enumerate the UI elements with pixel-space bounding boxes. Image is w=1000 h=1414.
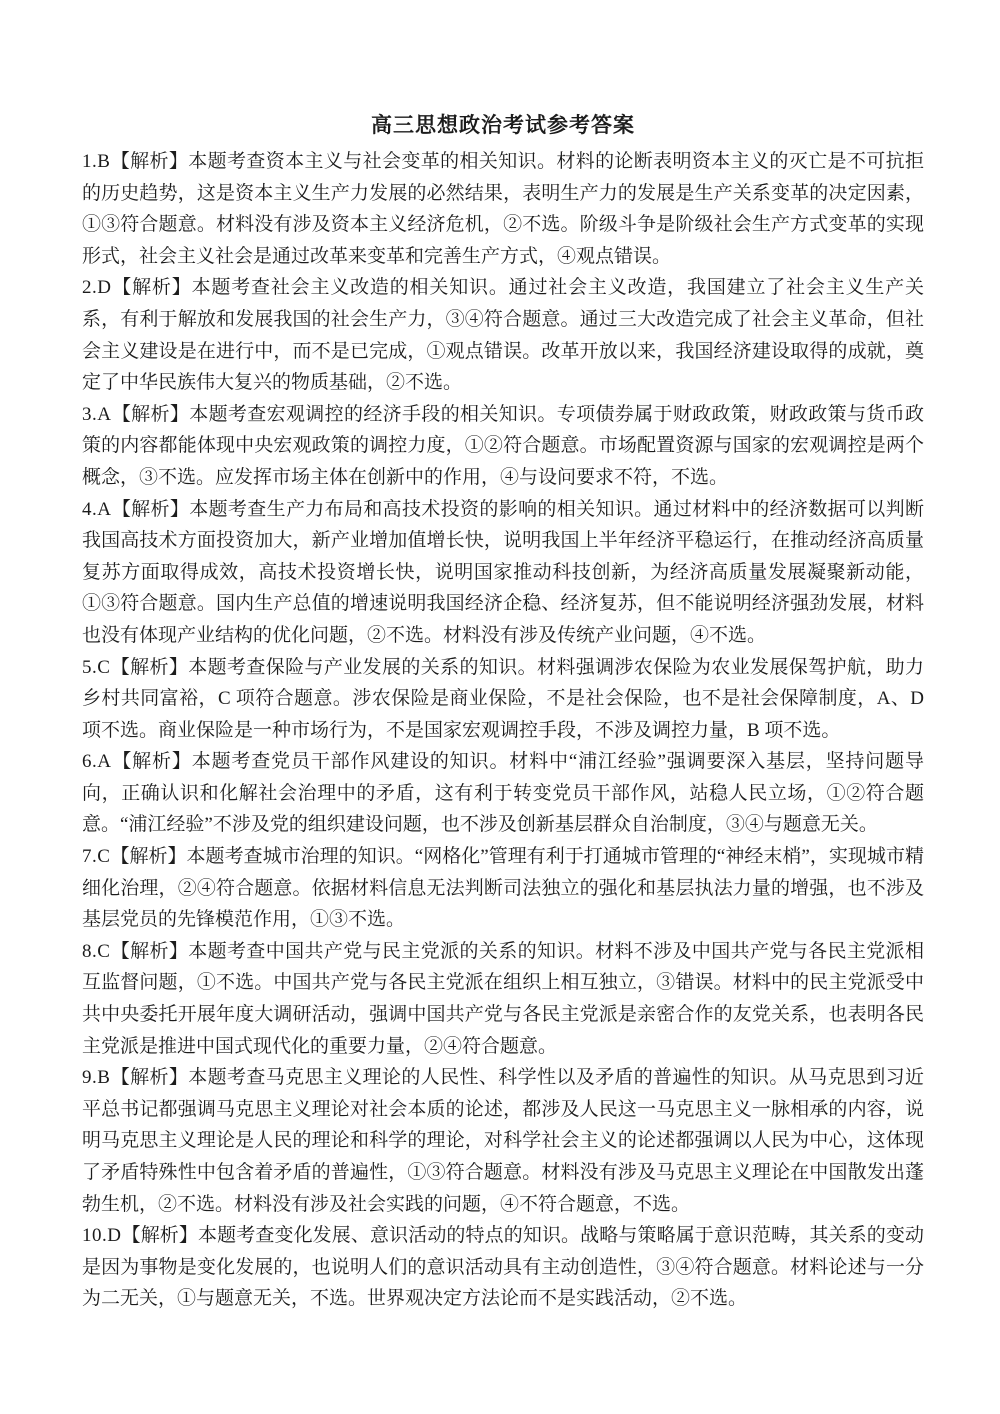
analysis-text: 本题考查生产力布局和高技术投资的影响的相关知识。通过材料中的经济数据可以判断我国高技术方面投资加大，新产业增加值增长快，说明我国上半年经济平稳运行，在推动经济高质量复苏方面取得成效，高技术投资增长快，说明国家推动科技创新，为经济高质量发展凝聚新动能，①③符合题意。国内生产总值的增速说明我国经济企稳、经济复苏，但不能说明经济强劲发展，材料也没有体现产业结构的优化问题，②不选。材料没有涉及传统产业问题，④不选。: [82, 498, 924, 646]
answer-item-4: [82, 494, 924, 652]
analysis-label: 【解析】: [110, 656, 189, 678]
answers-list: [82, 146, 924, 1315]
answer-item-10: [82, 1220, 924, 1315]
answer-item-1: [82, 146, 924, 272]
page-title: 高三思想政治考试参考答案: [371, 113, 635, 137]
answer-number: 9.B: [82, 1067, 111, 1089]
analysis-text: 本题考查马克思主义理论的人民性、科学性以及矛盾的普遍性的知识。从马克思到习近平总书记都强调马克思主义理论对社会本质的论述，都涉及人民这一马克思主义一脉相承的内容，说明马克思主义理论是人民的理论和科学的理论，对科学社会主义的论述都强调以人民为中心，这体现了矛盾特殊性中包含着矛盾的普遍性，①③符合题意。材料没有涉及马克思主义理论在中国散发出蓬勃生机，②不选。材料没有涉及社会实践的问题，④不符合题意，不选。: [82, 1067, 924, 1215]
analysis-label: 【解析】: [111, 751, 192, 773]
answer-number: 1.B: [82, 151, 111, 172]
analysis-label: 【解析】: [110, 846, 187, 868]
answer-number: 7.C: [82, 846, 111, 868]
answer-item-7: [82, 841, 924, 936]
answer-item-3: [82, 399, 924, 494]
answer-number: 4.A: [82, 498, 112, 520]
analysis-label: 【解析】: [121, 1225, 199, 1247]
answer-number: 3.A: [82, 403, 112, 425]
analysis-text: 本题考查保险与产业发展的关系的知识。材料强调涉农保险为农业发展保驾护航，助力乡村共同富裕，C 项符合题意。涉农保险是商业保险，不是社会保险，也不是社会保障制度，A、D 项不选。商业保险是一种市场行为，不是国家宏观调控手段，不涉及调控力量，B 项不选。: [82, 656, 924, 741]
answer-item-8: [82, 936, 924, 1062]
answer-number: 8.C: [82, 940, 111, 962]
analysis-text: 本题考查宏观调控的经济手段的相关知识。专项债券属于财政政策，财政政策与货币政策的内容都能体现中央宏观政策的调控力度，①②符合题意。市场配置资源与国家的宏观调控是两个概念，③不选。应发挥市场主体在创新中的作用，④与设问要求不符，不选。: [82, 403, 924, 488]
analysis-text: 本题考查城市治理的知识。“网格化”管理有利于打通城市管理的“神经末梢”，实现城市精细化治理，②④符合题意。依据材料信息无法判断司法独立的强化和基层执法力量的增强，也不涉及基层党员的先锋模范作用，①③不选。: [82, 846, 924, 931]
analysis-text: 本题考查资本主义与社会变革的相关知识。材料的论断表明资本主义的灭亡是不可抗拒的历史趋势，这是资本主义生产力发展的必然结果，表明生产力的发展是生产关系变革的决定因素，①③符合题意。材料没有涉及资本主义经济危机，②不选。阶级斗争是阶级社会生产方式变革的实现形式，社会主义社会是通过改革来变革和完善生产方式，④观点错误。: [82, 151, 924, 267]
answer-item-6: [82, 746, 924, 841]
analysis-label: 【解析】: [110, 940, 189, 962]
answer-number: 5.C: [82, 656, 111, 678]
answer-number: 10.D: [82, 1225, 122, 1247]
analysis-text: 本题考查党员干部作风建设的知识。材料中“浦江经验”强调要深入基层，坚持问题导向，正确认识和化解社会治理中的矛盾，这有利于转变党员干部作风，站稳人民立场，①②符合题意。“浦江经验”不涉及党的组织建设问题，也不涉及创新基层群众自治制度，③④与题意无关。: [82, 751, 924, 836]
analysis-label: 【解析】: [111, 498, 190, 520]
answer-number: 6.A: [82, 751, 112, 773]
analysis-text: 本题考查中国共产党与民主党派的关系的知识。材料不涉及中国共产党与各民主党派相互监督问题，①不选。中国共产党与各民主党派在组织上相互独立，③错误。材料中的民主党派受中共中央委托开展年度大调研活动，强调中国共产党与各民主党派是亲密合作的友党关系，也表明各民主党派是推进中国式现代化的重要力量，②④符合题意。: [82, 940, 924, 1057]
answer-item-9: [82, 1062, 924, 1220]
answer-item-2: [82, 272, 924, 398]
analysis-label: 【解析】: [111, 403, 190, 425]
analysis-label: 【解析】: [111, 277, 192, 299]
answer-number: 2.D: [82, 277, 112, 299]
analysis-text: 本题考查社会主义改造的相关知识。通过社会主义改造，我国建立了社会主义生产关系，有利于解放和发展我国的社会生产力，③④符合题意。通过三大改造完成了社会主义革命，但社会主义建设是在进行中，而不是已完成，①观点错误。改革开放以来，我国经济建设取得的成就，奠定了中华民族伟大复兴的物质基础，②不选。: [82, 277, 924, 394]
analysis-label: 【解析】: [110, 1067, 189, 1089]
analysis-text: 本题考查变化发展、意识活动的特点的知识。战略与策略属于意识范畴，其关系的变动是因为事物是变化发展的，也说明人们的意识活动具有主动创造性，③④符合题意。材料论述与一分为二无关，①与题意无关，不选。世界观决定方法论而不是实践活动，②不选。: [82, 1225, 924, 1310]
answer-item-5: [82, 652, 924, 747]
analysis-label: 【解析】: [110, 151, 189, 172]
